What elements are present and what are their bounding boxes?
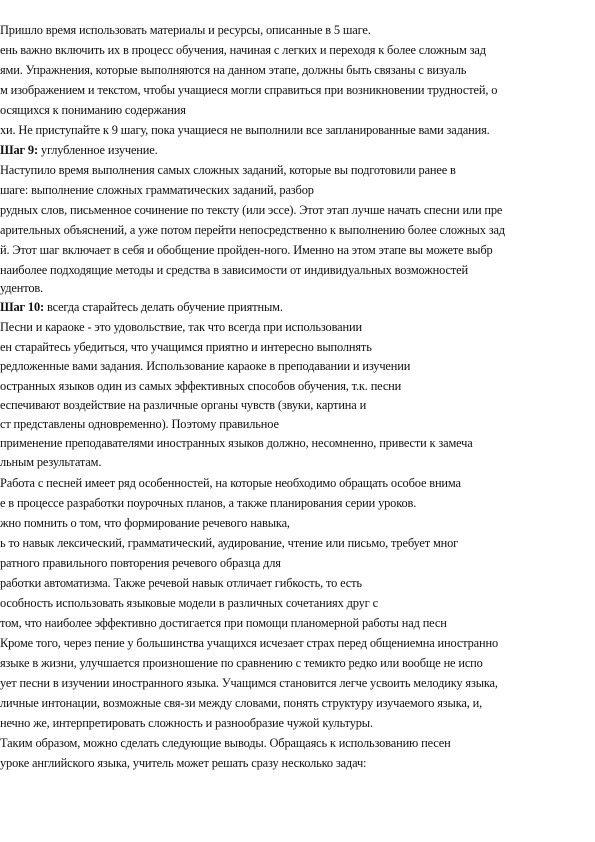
text-line: рудных слов, письменное сочинение по тексту (или эссе). Этот этап лучше начать спесни или пре — [0, 203, 503, 217]
text-line: Пришло время использовать материалы и ресурсы, описанные в 5 шаге. — [0, 23, 371, 37]
text-line: ует песни в изучении иностранного языка. Учащимся становится легче усвоить мелодику языка, — [0, 676, 498, 690]
step9-label: Шаг 9: — [0, 143, 38, 157]
text-line: редложенные вами задания. Использование караоке в преподавании и изучении — [0, 359, 411, 373]
step10-heading — [0, 300, 595, 315]
text-line: ен старайтесь убедиться, что учащимся приятно и интересно выполнять — [0, 340, 372, 354]
text-line: особность использовать языковые модели в различных сочетаниях друг с — [0, 596, 378, 610]
text-line: удентов. — [0, 281, 44, 295]
text-line: ями. Упражнения, которые выполняются на данном этапе, должны быть связаны с визуаль — [0, 63, 467, 77]
text-line: шаге: выполнение сложных грамматических заданий, разбор — [0, 183, 314, 197]
text-line: м изображением и текстом, чтобы учащиеся могли справиться при возникновении трудностей, о — [0, 83, 498, 97]
text-line: Работа с песней имеет ряд особенностей, на которые необходимо обращать особое внима — [0, 476, 461, 490]
text-line: осящихся к пониманию содержания — [0, 103, 186, 117]
text-line: Кроме того, через пение у большинства учащихся исчезает страх перед общениемна иностранно — [0, 636, 499, 650]
text-line: арительных объяснений, а уже потом перейти непосредственно к выполнению более сложных зад — [0, 223, 505, 237]
text-line: том, что наиболее эффективно достигается при помощи планомерной работы над песн — [0, 616, 447, 630]
text-line: ень важно включить их в процесс обучения, начиная с легких и переходя к более сложным зад — [0, 43, 486, 57]
text-line: применение преподавателями иностранных языков должно, несомненно, привести к замеча — [0, 436, 473, 450]
text-line: хи. Не приступайте к 9 шагу, пока учащиеся не выполнили все запланированные вами задания. — [0, 123, 490, 137]
text-line: уроке английского языка, учитель может решать сразу несколько задач: — [0, 756, 367, 770]
step9-text: углубленное изучение. — [37, 143, 158, 157]
text-line: остранных языков один из самых эффективных способов обучения, т.к. песни — [0, 379, 402, 393]
text-line: личные интонации, возможные свя-зи между словами, понять структуру изучаемого языка, и, — [0, 696, 483, 710]
text-line: Наступило время выполнения самых сложных заданий, которые вы подготовили ранее в — [0, 163, 456, 177]
text-line: языке в жизни, улучшается произношение по сравнению с темикто редко или вообще не испо — [0, 656, 483, 670]
text-line: работки автоматизма. Также речевой навык отличает гибкость, то есть — [0, 576, 362, 590]
text-line: ь то навык лексический, грамматический, аудирование, чтение или письмо, требует мног — [0, 536, 459, 550]
step10-label: Шаг 10: — [0, 300, 44, 314]
text-line: льным результатам. — [0, 455, 102, 469]
text-line: ст представлены одновременно). Поэтому правильное — [0, 417, 279, 431]
text-line: нечно же, интерпретировать сложность и разнообразие чужой культуры. — [0, 716, 373, 730]
step10-text: всегда старайтесь делать обучение приятным. — [44, 300, 283, 314]
text-line: е в процессе разработки поурочных планов, а также планирования серии уроков. — [0, 496, 417, 510]
text-line: Песни и караоке - это удовольствие, так что всегда при использовании — [0, 320, 362, 334]
step9-heading — [0, 143, 595, 158]
text-line: й. Этот шаг включает в себя и обобщение пройден-ного. Именно на этом этапе вы можете выбр — [0, 243, 493, 257]
text-line: жно помнить о том, что формирование речевого навыка, — [0, 516, 290, 530]
text-line: наиболее подходящие методы и средства в зависимости от индивидуальных возможностей — [0, 263, 468, 277]
text-line: еспечивают воздействие на различные органы чувств (звуки, картина и — [0, 398, 367, 412]
text-line: Таким образом, можно сделать следующие выводы. Обращаясь к использованию песен — [0, 736, 451, 750]
text-line: ратного правильного повторения речевого образца для — [0, 556, 281, 570]
